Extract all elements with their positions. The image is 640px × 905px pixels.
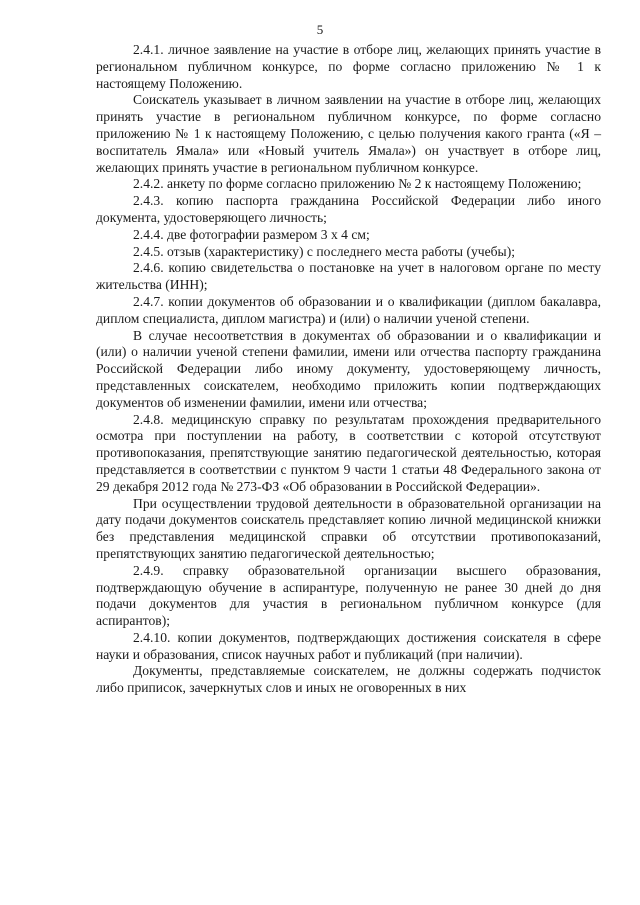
paragraph-2-4-10: 2.4.10. копии документов, подтверждающих достижения соискателя в сфере науки и образования, список научных работ и публикаций (при наличии). — [96, 629, 601, 662]
paragraph-2-4-2: 2.4.2. анкету по форме согласно приложению № 2 к настоящему Положению; — [133, 176, 582, 192]
paragraph-2-4-1: 2.4.1. личное заявление на участие в отборе лиц, желающих принять участие в региональном публичном конкурсе, по форме согласно приложению № 1 к настоящему Положению. — [96, 42, 601, 91]
paragraph-2-4-8: 2.4.8. медицинскую справку по результатам прохождения предварительного осмотра при поступлении на работу, в соответствии с которой отсутствуют противопоказания, препятствующие занятию педагогической деятельностью, которая представляется в соответствии с пунктом 9 части 1 статьи 48 Федерального закона от 29 декабря 2012 года № 273-ФЗ «Об образовании в Российской Федерации». — [96, 411, 601, 494]
paragraph-name-mismatch: В случае несоответствия в документах об образовании и о квалификации и (или) о наличии ученой степени фамилии, имени или отчества паспорту гражданина Российской Федерации либо иному документу, удостоверяющему личность, представленных соискателем, необходимо приложить копии подтверждающих документов об изменении фамилии, имени или отчества; — [96, 327, 601, 410]
paragraph-2-4-3: 2.4.3. копию паспорта гражданина Российской Федерации либо иного документа, удостоверяющего личность; — [96, 193, 601, 225]
paragraph-2-4-5: 2.4.5. отзыв (характеристику) с последнего места работы (учебы); — [133, 243, 515, 259]
paragraph-medical-book: При осуществлении трудовой деятельности в образовательной организации на дату подачи документов соискатель представляет копию личной медицинской книжки без представления медицинской справки об отсутствии противопоказаний, препятствующих занятию педагогической деятельностью; — [96, 495, 601, 561]
paragraph-grant-note: Соискатель указывает в личном заявлении на участие в отборе лиц, желающих принять участие в региональном публичном конкурсе, по форме согласно приложению № 1 к настоящему Положению, с целью получения какого гранта («Я – воспитатель Ямала» или «Новый учитель Ямала») он участвует в отборе лиц, желающих принять участие в региональном публичном конкурсе. — [96, 92, 601, 175]
paragraph-2-4-6: 2.4.6. копию свидетельства о постановке на учет в налоговом органе по месту жительства (ИНН); — [96, 260, 601, 293]
paragraph-2-4-9: 2.4.9. справку образовательной организации высшего образования, подтверждающую обучение в аспирантуре, полученную не ранее 30 дней до дня подачи документов для участия в региональном публичном конкурсе (для аспирантов); — [96, 562, 601, 629]
paragraph-2-4-4: 2.4.4. две фотографии размером 3 х 4 см; — [133, 226, 370, 242]
document-body — [96, 42, 601, 697]
page-number: 5 — [316, 22, 324, 37]
paragraph-documents-requirements: Документы, представляемые соискателем, не должны содержать подчисток либо приписок, зачеркнутых слов и иных не оговоренных в них — [96, 663, 601, 696]
paragraph-2-4-7: 2.4.7. копии документов об образовании и о квалификации (диплом бакалавра, диплом специалиста, диплом магистра) и (или) о наличии ученой степени. — [96, 293, 601, 326]
